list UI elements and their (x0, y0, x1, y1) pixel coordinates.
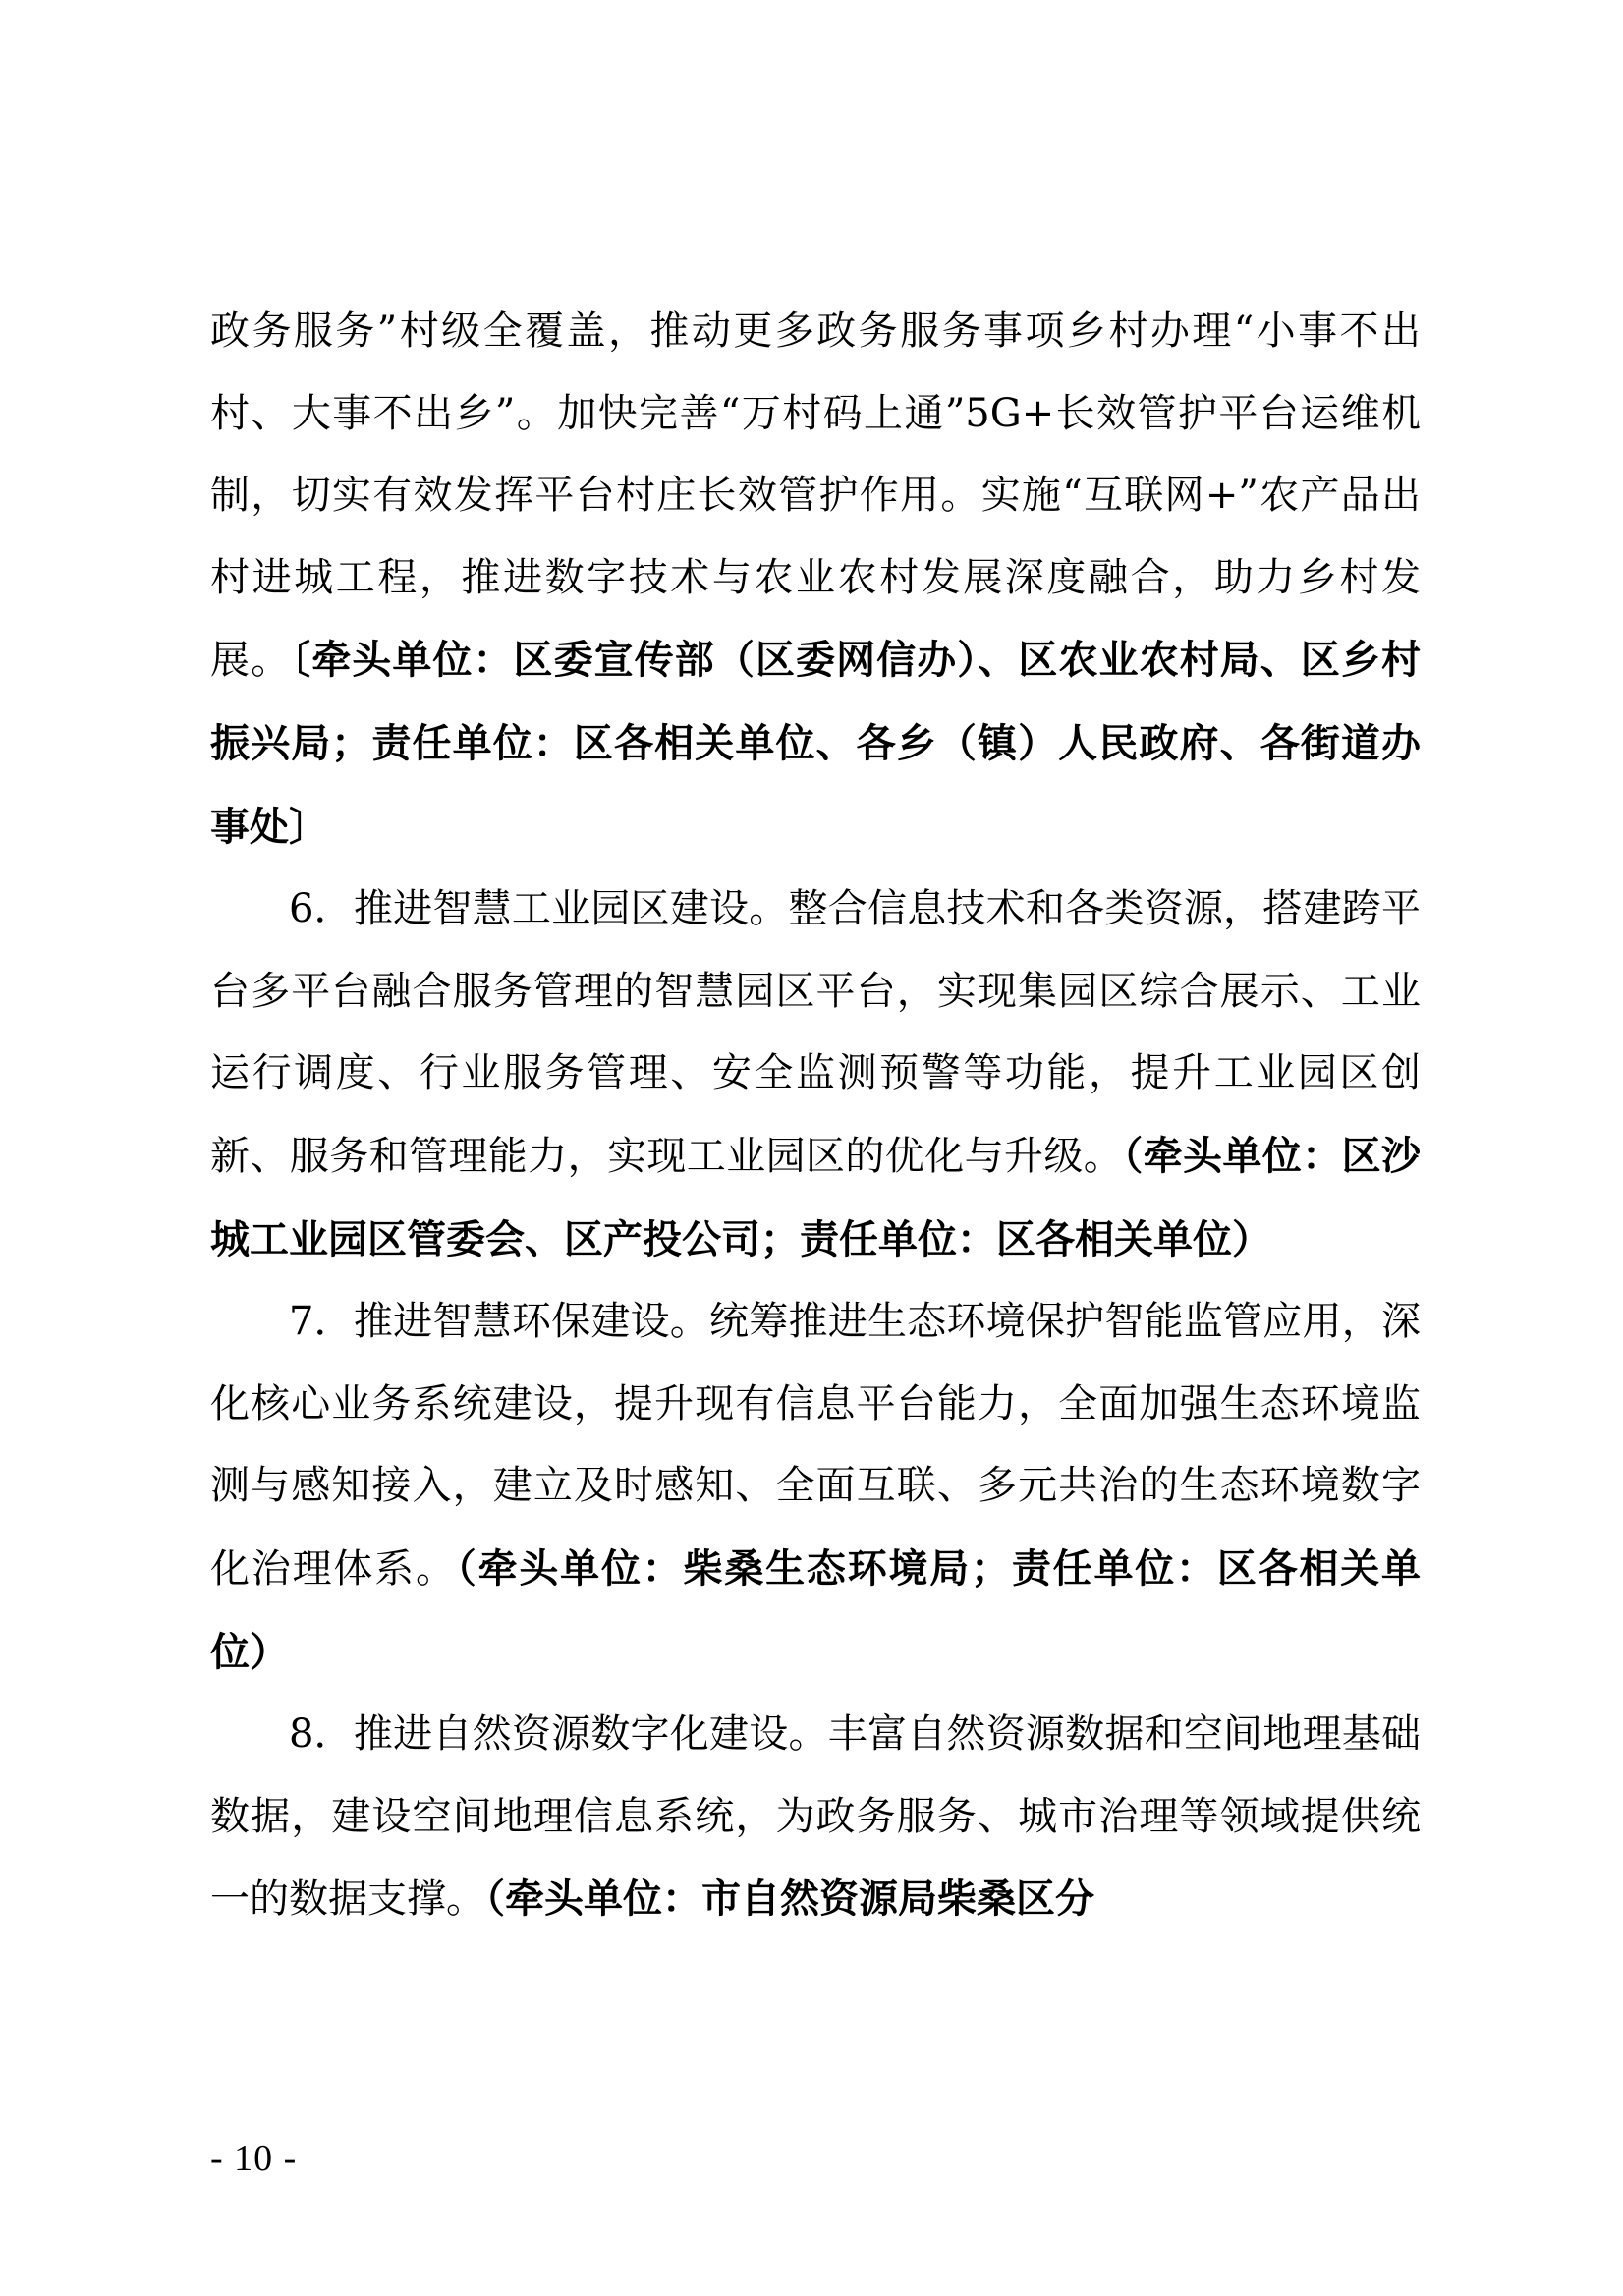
page-number: - 10 - (210, 2138, 298, 2179)
paragraph-text: 政务服务”村级全覆盖，推动更多政务服务事项乡村办理“小事不出村、大事不出乡”。加快完善“万村码上通”5G+长效管护平台运维机制，切实有效发挥平台村庄长效管护作用。实施“互联网+”农产品出村进城工程，推进数字技术与农业农村发展深度融合，助力乡村发展。 (210, 308, 1421, 684)
paragraph-text: 7．推进智慧环保建设。统筹推进生态环境保护智能监管应用，深化核心业务系统建设，提升现有信息平台能力，全面加强生态环境监测与感知接入，建立及时感知、全面互联、多元共治的生态环境数字化治理体系。 (210, 1299, 1421, 1592)
paragraph-smart-environment (210, 1281, 1421, 1694)
responsibility-note: （牵头单位：市自然资源局柴桑区分 (485, 1876, 1094, 1923)
paragraph-text: 8．推进自然资源数字化建设。丰富自然资源数据和空间地理基础数据，建设空间地理信息系统，为政务服务、城市治理等领域提供统一的数据支撑。 (210, 1711, 1421, 1923)
body-text (210, 291, 1421, 1941)
responsibility-note: （牵头单位：柴桑生态环境局；责任单位：区各相关单位） (210, 1544, 1422, 1675)
paragraph-text: 6．推进智慧工业园区建设。整合信息技术和各类资源，搭建跨平台多平台融合服务管理的智慧园区平台，实现集园区综合展示、工业运行调度、行业服务管理、安全监测预警等功能，提升工业园区创新、服务和管理能力，实现工业园区的优化与升级。 (210, 886, 1421, 1179)
responsibility-note: （牵头单位：区沙城工业园区管委会、区产投公司；责任单位：区各相关单位） (210, 1132, 1422, 1262)
paragraph-natural-resources (210, 1694, 1421, 1941)
paragraph-smart-industrial-park (210, 868, 1421, 1281)
paragraph-rural-services (210, 291, 1421, 868)
responsibility-note: 〔牵头单位：区委宣传部（区委网信办）、区农业农村局、区乡村振兴局；责任单位：区各相关单位、各乡（镇）人民政府、各街道办事处〕 (210, 637, 1422, 850)
